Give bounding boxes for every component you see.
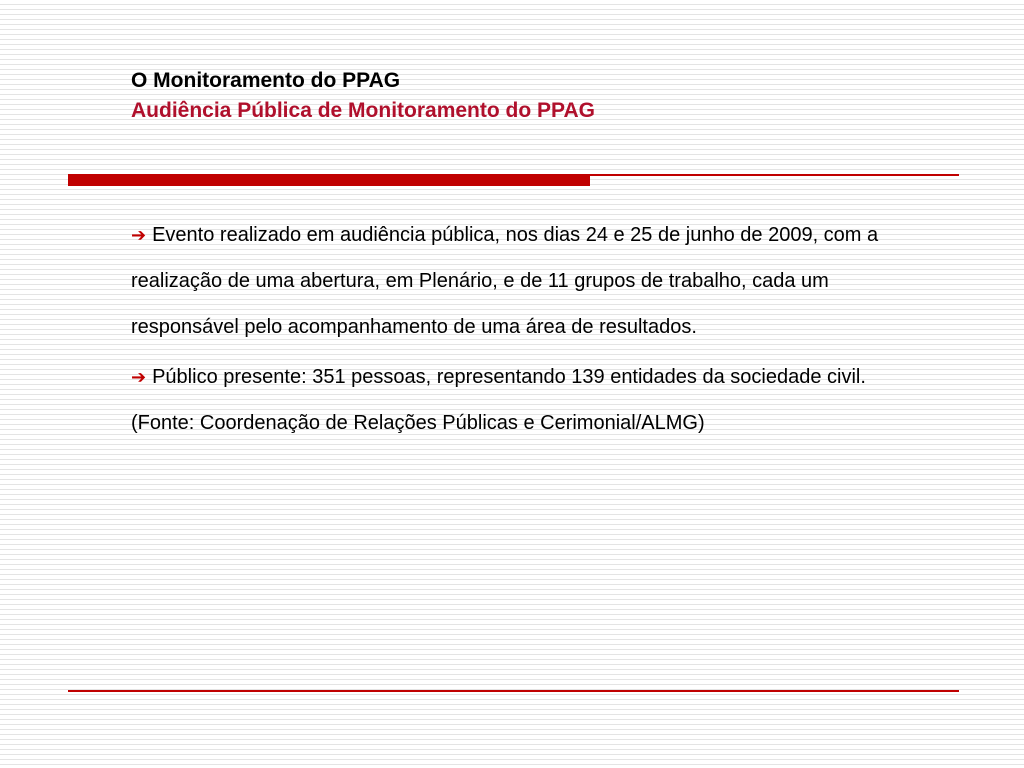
- divider-thin-line: [590, 174, 959, 176]
- arrow-right-icon: ➔: [131, 225, 147, 245]
- bullet-list: [131, 212, 921, 446]
- divider-red-bar: [68, 174, 590, 186]
- footer-divider: [68, 690, 959, 692]
- bullet-text: Evento realizado em audiência pública, nos dias 24 e 25 de junho de 2009, com a realização de uma abertura, em Plenário, e de 11 grupos de trabalho, cada um responsável pelo acompanhamento de uma área de resultados.: [131, 224, 879, 338]
- title-divider: [68, 174, 959, 188]
- bullet-item: [131, 212, 921, 350]
- slide-subtitle: Audiência Pública de Monitoramento do PPAG: [131, 99, 595, 122]
- bullet-item: [131, 354, 921, 446]
- bullet-text: Público presente: 351 pessoas, representando 139 entidades da sociedade civil. (Fonte: Coordenação de Relações Públicas e Cerimonial/ALMG): [131, 366, 866, 434]
- slide-title: O Monitoramento do PPAG: [131, 69, 401, 92]
- arrow-right-icon: ➔: [131, 367, 147, 387]
- title-block: [131, 66, 951, 126]
